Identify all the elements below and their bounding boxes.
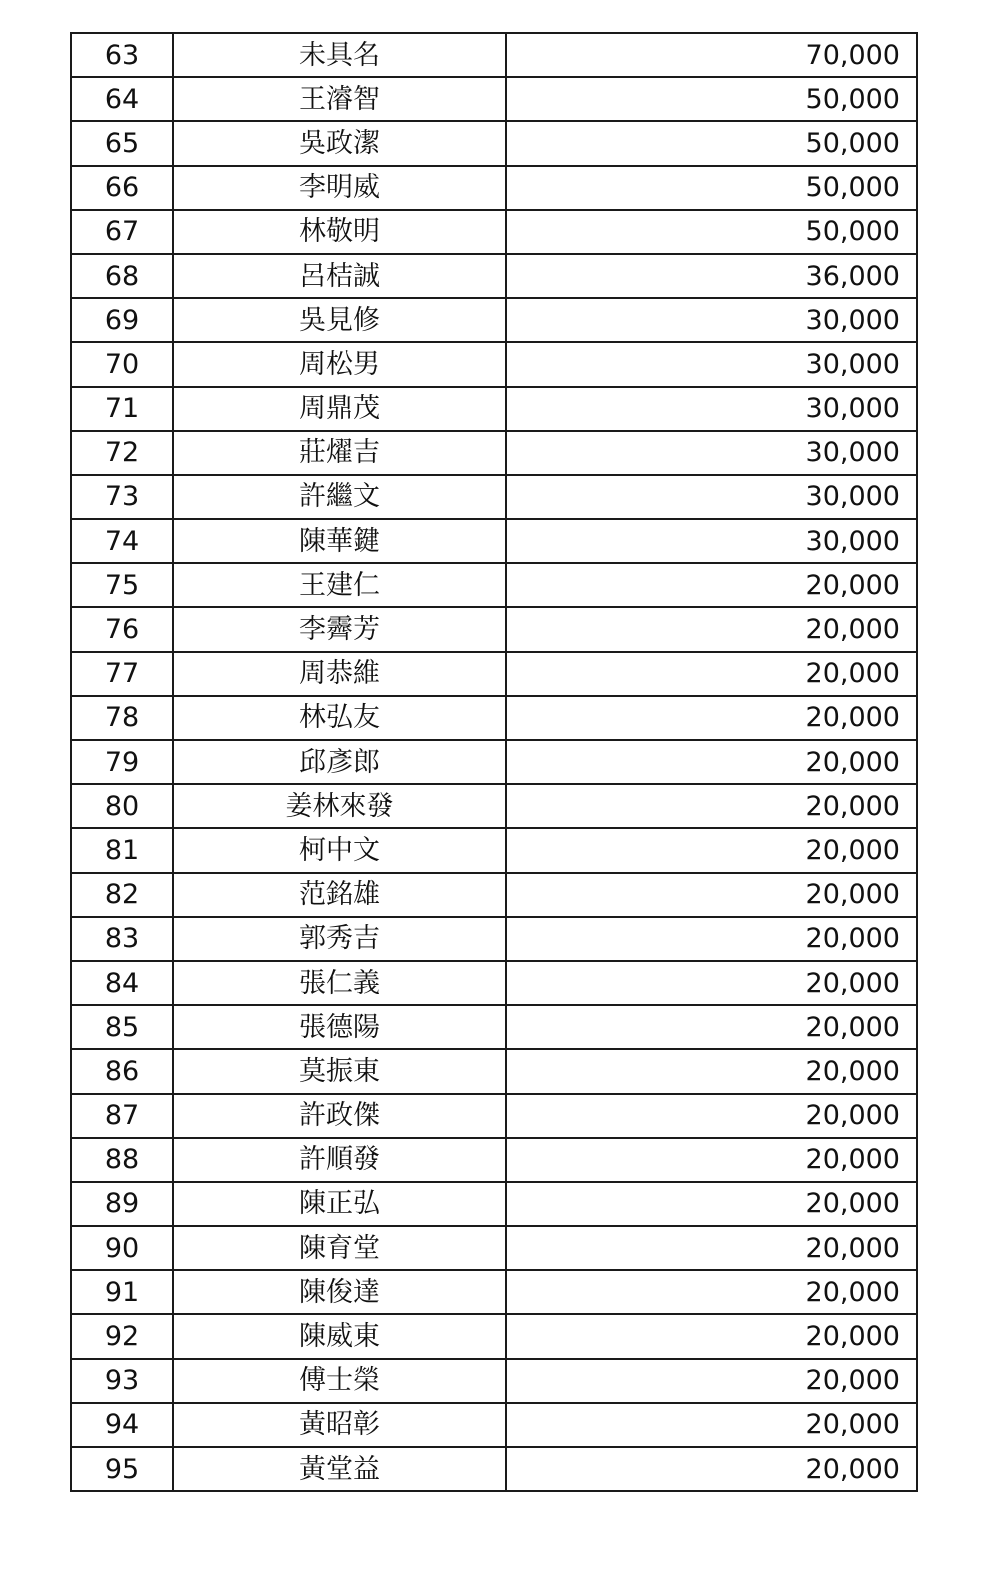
donor-name-cell: 陳俊達 <box>173 1270 506 1314</box>
amount-cell: 20,000 <box>506 652 917 696</box>
amount-cell: 30,000 <box>506 342 917 386</box>
row-number-cell: 79 <box>71 740 173 784</box>
table-row <box>71 298 917 342</box>
donor-name-cell: 許繼文 <box>173 475 506 519</box>
table-row <box>71 1049 917 1093</box>
table-row <box>71 563 917 607</box>
table-body <box>71 33 917 1491</box>
table-row <box>71 342 917 386</box>
donation-table <box>70 32 918 1492</box>
donor-name-cell: 陳威東 <box>173 1314 506 1358</box>
row-number-cell: 81 <box>71 828 173 872</box>
amount-cell: 70,000 <box>506 33 917 77</box>
amount-cell: 20,000 <box>506 1314 917 1358</box>
amount-cell: 20,000 <box>506 961 917 1005</box>
donor-name-cell: 李明威 <box>173 166 506 210</box>
table-row <box>71 828 917 872</box>
table-row <box>71 1005 917 1049</box>
donor-name-cell: 陳正弘 <box>173 1182 506 1226</box>
row-number-cell: 92 <box>71 1314 173 1358</box>
amount-cell: 20,000 <box>506 1138 917 1182</box>
donor-name-cell: 柯中文 <box>173 828 506 872</box>
donor-name-cell: 陳華鍵 <box>173 519 506 563</box>
donor-name-cell: 林弘友 <box>173 696 506 740</box>
table-row <box>71 387 917 431</box>
table-row <box>71 652 917 696</box>
row-number-cell: 89 <box>71 1182 173 1226</box>
row-number-cell: 78 <box>71 696 173 740</box>
table-row <box>71 33 917 77</box>
row-number-cell: 90 <box>71 1226 173 1270</box>
amount-cell: 20,000 <box>506 1049 917 1093</box>
table-row <box>71 1359 917 1403</box>
row-number-cell: 69 <box>71 298 173 342</box>
donor-name-cell: 周松男 <box>173 342 506 386</box>
amount-cell: 20,000 <box>506 696 917 740</box>
donor-name-cell: 莫振東 <box>173 1049 506 1093</box>
donor-name-cell: 莊燿吉 <box>173 431 506 475</box>
row-number-cell: 87 <box>71 1094 173 1138</box>
amount-cell: 20,000 <box>506 607 917 651</box>
row-number-cell: 71 <box>71 387 173 431</box>
donor-name-cell: 張仁義 <box>173 961 506 1005</box>
amount-cell: 20,000 <box>506 1226 917 1270</box>
donor-name-cell: 范銘雄 <box>173 873 506 917</box>
donor-name-cell: 陳育堂 <box>173 1226 506 1270</box>
row-number-cell: 70 <box>71 342 173 386</box>
donor-name-cell: 邱彥郎 <box>173 740 506 784</box>
row-number-cell: 80 <box>71 784 173 828</box>
row-number-cell: 67 <box>71 210 173 254</box>
amount-cell: 20,000 <box>506 563 917 607</box>
table-row <box>71 607 917 651</box>
amount-cell: 50,000 <box>506 166 917 210</box>
amount-cell: 20,000 <box>506 828 917 872</box>
amount-cell: 20,000 <box>506 873 917 917</box>
table-row <box>71 254 917 298</box>
table-row <box>71 1138 917 1182</box>
row-number-cell: 76 <box>71 607 173 651</box>
amount-cell: 30,000 <box>506 519 917 563</box>
row-number-cell: 68 <box>71 254 173 298</box>
table-row <box>71 740 917 784</box>
table-row <box>71 121 917 165</box>
table-row <box>71 1182 917 1226</box>
donor-name-cell: 姜林來發 <box>173 784 506 828</box>
amount-cell: 30,000 <box>506 298 917 342</box>
donor-name-cell: 周鼎茂 <box>173 387 506 431</box>
donor-name-cell: 未具名 <box>173 33 506 77</box>
table-row <box>71 873 917 917</box>
donor-name-cell: 王建仁 <box>173 563 506 607</box>
donor-name-cell: 郭秀吉 <box>173 917 506 961</box>
amount-cell: 20,000 <box>506 1182 917 1226</box>
table-row <box>71 1226 917 1270</box>
table-row <box>71 1314 917 1358</box>
row-number-cell: 95 <box>71 1447 173 1491</box>
amount-cell: 20,000 <box>506 1359 917 1403</box>
row-number-cell: 77 <box>71 652 173 696</box>
amount-cell: 20,000 <box>506 917 917 961</box>
donor-name-cell: 周恭維 <box>173 652 506 696</box>
amount-cell: 50,000 <box>506 121 917 165</box>
donor-name-cell: 吳見修 <box>173 298 506 342</box>
amount-cell: 20,000 <box>506 740 917 784</box>
row-number-cell: 83 <box>71 917 173 961</box>
amount-cell: 20,000 <box>506 1005 917 1049</box>
amount-cell: 20,000 <box>506 1270 917 1314</box>
row-number-cell: 94 <box>71 1403 173 1447</box>
table-row <box>71 431 917 475</box>
donor-name-cell: 傅士榮 <box>173 1359 506 1403</box>
amount-cell: 20,000 <box>506 1447 917 1491</box>
amount-cell: 50,000 <box>506 210 917 254</box>
table-row <box>71 696 917 740</box>
donor-name-cell: 李霽芳 <box>173 607 506 651</box>
donor-name-cell: 吳政潔 <box>173 121 506 165</box>
row-number-cell: 84 <box>71 961 173 1005</box>
donor-name-cell: 張德陽 <box>173 1005 506 1049</box>
row-number-cell: 64 <box>71 77 173 121</box>
amount-cell: 30,000 <box>506 431 917 475</box>
amount-cell: 30,000 <box>506 475 917 519</box>
table-row <box>71 784 917 828</box>
donor-name-cell: 許順發 <box>173 1138 506 1182</box>
table-row <box>71 210 917 254</box>
donor-name-cell: 王濬智 <box>173 77 506 121</box>
row-number-cell: 85 <box>71 1005 173 1049</box>
row-number-cell: 63 <box>71 33 173 77</box>
donor-name-cell: 呂桔誠 <box>173 254 506 298</box>
table-row <box>71 1270 917 1314</box>
amount-cell: 20,000 <box>506 784 917 828</box>
row-number-cell: 65 <box>71 121 173 165</box>
donor-name-cell: 黃堂益 <box>173 1447 506 1491</box>
table-row <box>71 917 917 961</box>
amount-cell: 30,000 <box>506 387 917 431</box>
donor-name-cell: 林敬明 <box>173 210 506 254</box>
donor-name-cell: 許政傑 <box>173 1094 506 1138</box>
row-number-cell: 75 <box>71 563 173 607</box>
row-number-cell: 91 <box>71 1270 173 1314</box>
table-row <box>71 1403 917 1447</box>
row-number-cell: 73 <box>71 475 173 519</box>
row-number-cell: 86 <box>71 1049 173 1093</box>
table-row <box>71 1447 917 1491</box>
row-number-cell: 93 <box>71 1359 173 1403</box>
row-number-cell: 74 <box>71 519 173 563</box>
row-number-cell: 88 <box>71 1138 173 1182</box>
amount-cell: 20,000 <box>506 1403 917 1447</box>
row-number-cell: 82 <box>71 873 173 917</box>
amount-cell: 36,000 <box>506 254 917 298</box>
row-number-cell: 66 <box>71 166 173 210</box>
row-number-cell: 72 <box>71 431 173 475</box>
table-row <box>71 475 917 519</box>
table-row <box>71 77 917 121</box>
table-row <box>71 1094 917 1138</box>
amount-cell: 20,000 <box>506 1094 917 1138</box>
donor-name-cell: 黃昭彰 <box>173 1403 506 1447</box>
amount-cell: 50,000 <box>506 77 917 121</box>
table-row <box>71 519 917 563</box>
table-row <box>71 166 917 210</box>
table-row <box>71 961 917 1005</box>
